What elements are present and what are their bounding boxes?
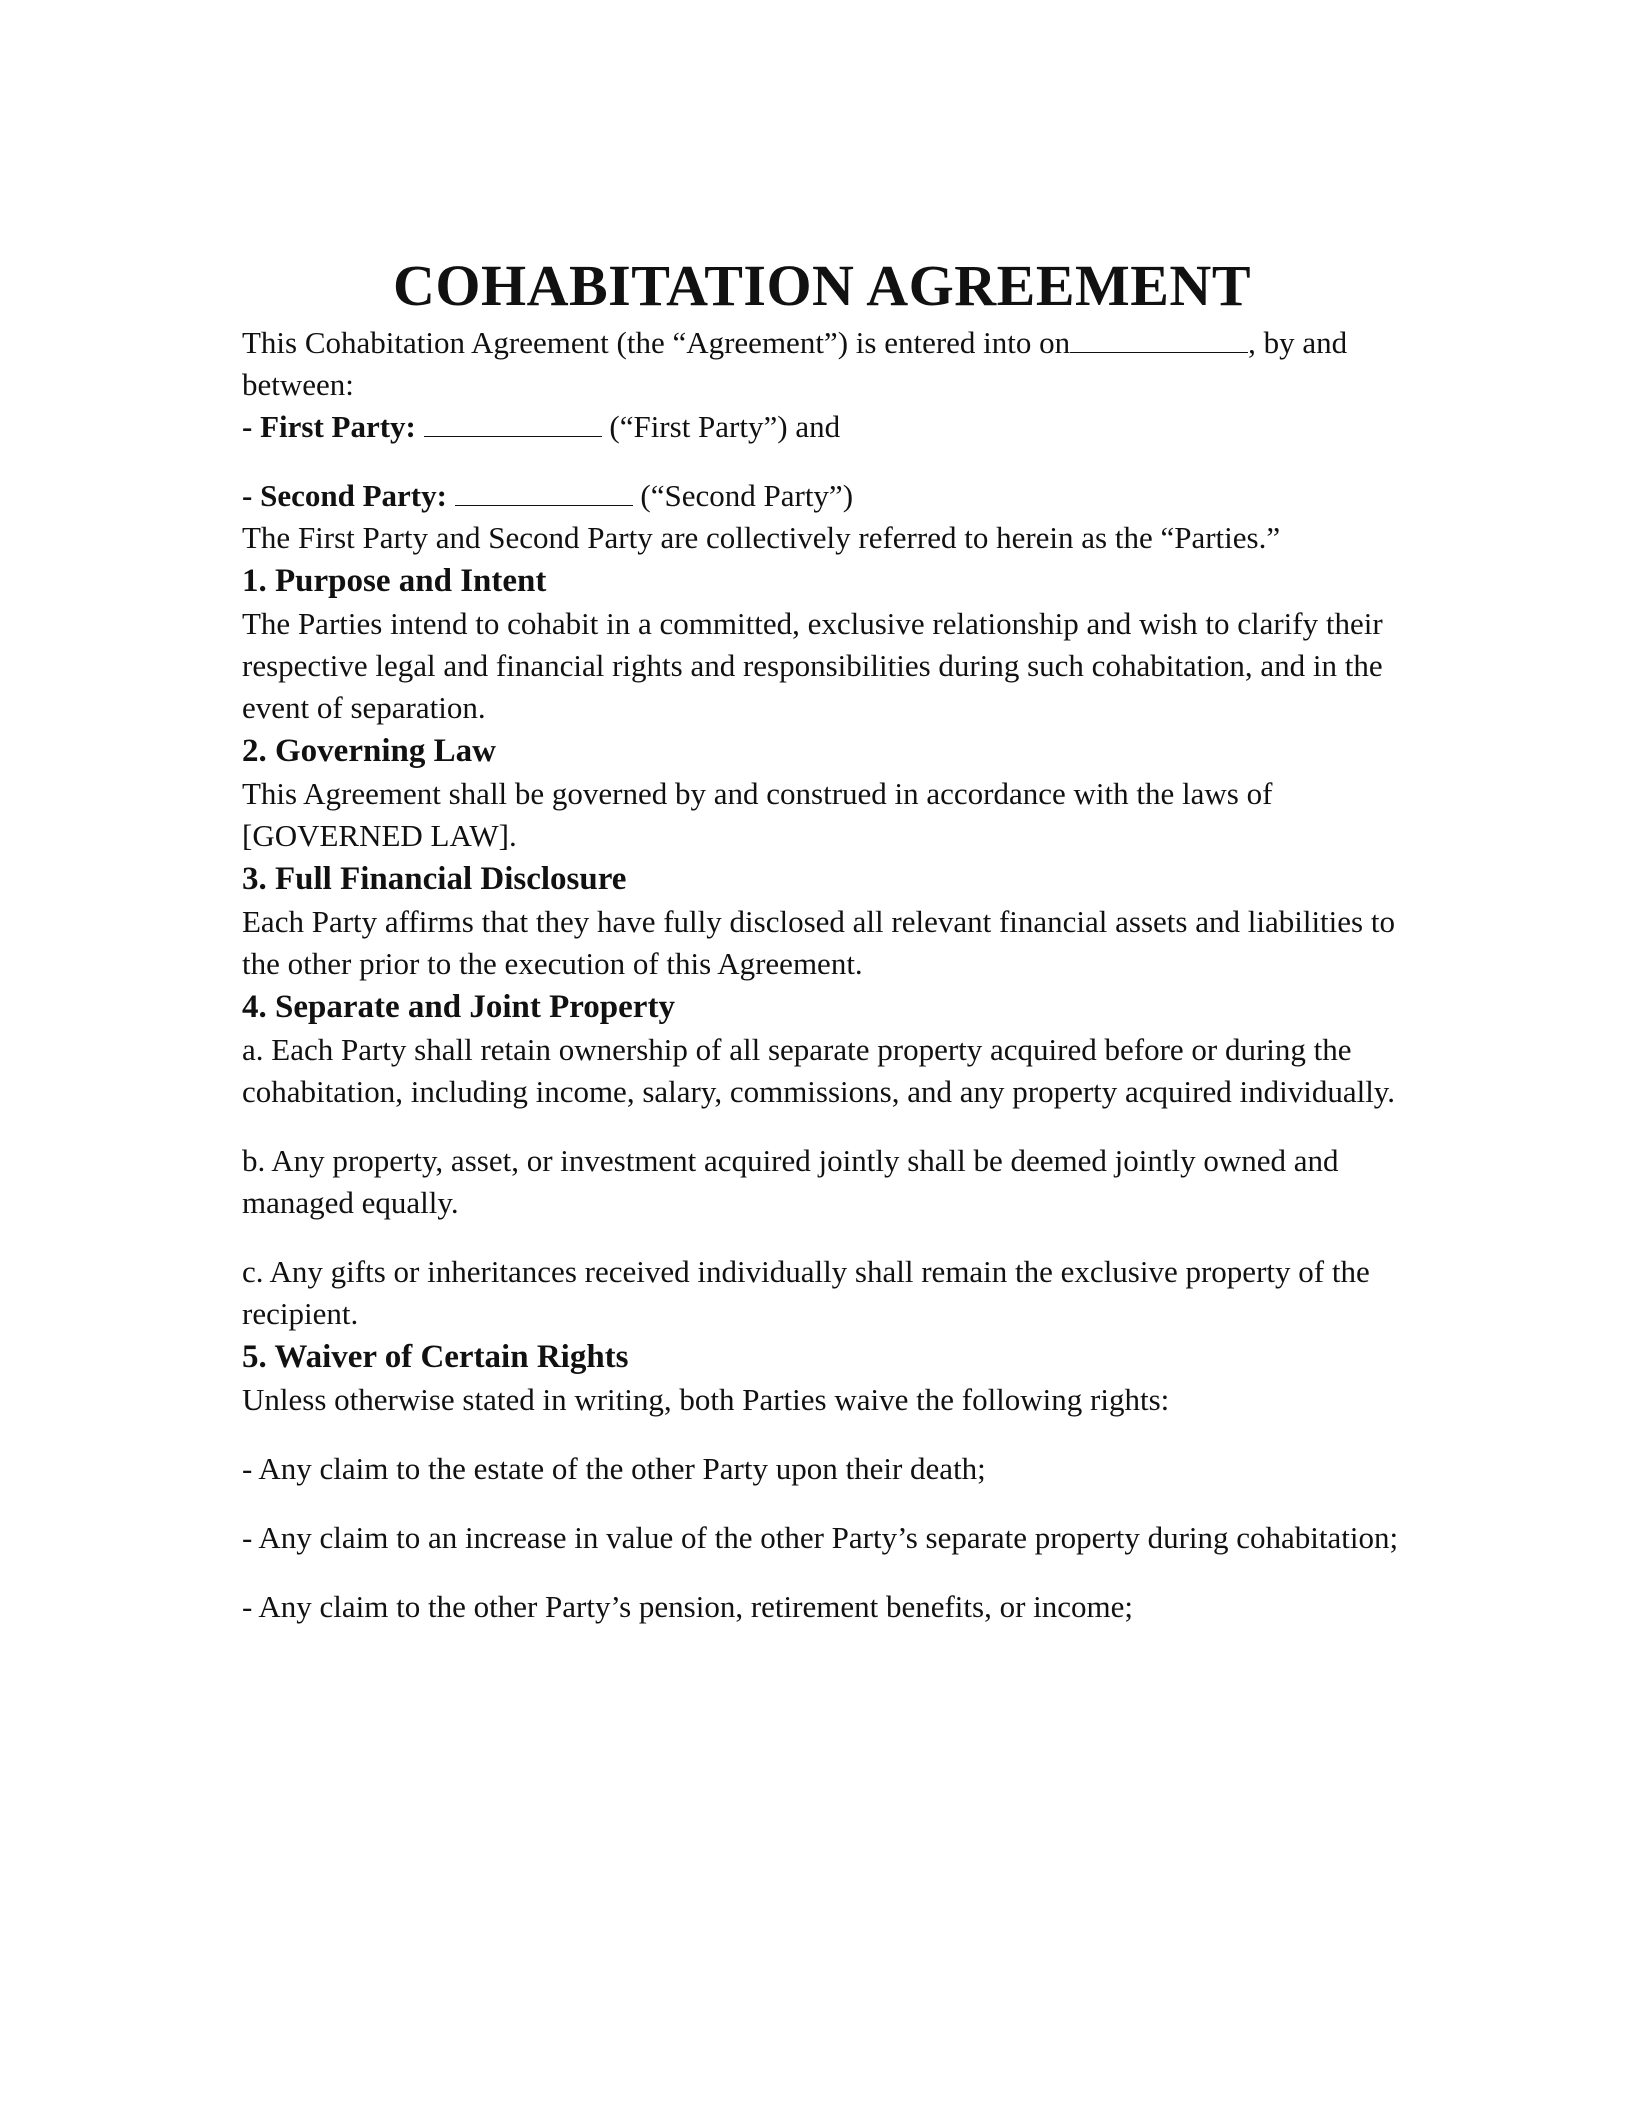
- first-party-suffix: (“First Party”) and: [609, 409, 841, 444]
- section-paragraph: The Parties intend to cohabit in a committed, exclusive relationship and wish to clarify their respective legal and financial rights and responsibilities during such cohabitation, and in the event of separation.: [242, 606, 1383, 725]
- second-party-suffix: (“Second Party”): [640, 478, 854, 513]
- intro-paragraph: [242, 322, 1402, 406]
- section-paragraph: This Agreement shall be governed by and construed in accordance with the laws of [GOVERNED LAW].: [242, 776, 1273, 853]
- first-party-blank-line: [424, 408, 602, 437]
- document-body: [242, 254, 1402, 1628]
- date-blank-line: [1070, 324, 1248, 353]
- waiver-list-item: - Any claim to an increase in value of the other Party’s separate property during cohabitation;: [242, 1520, 1399, 1555]
- first-party-label: - First Party:: [242, 409, 416, 444]
- second-party-line: [242, 475, 1402, 517]
- waiver-list-item: - Any claim to the other Party’s pension, retirement benefits, or income;: [242, 1589, 1134, 1624]
- waiver-list-item: - Any claim to the estate of the other Party upon their death;: [242, 1451, 986, 1486]
- second-party-blank-line: [455, 477, 633, 506]
- section-heading-governing-law: 2. Governing Law: [242, 733, 496, 769]
- section-heading-property: 4. Separate and Joint Property: [242, 989, 675, 1025]
- section-paragraph: b. Any property, asset, or investment acquired jointly shall be deemed jointly owned and managed equally.: [242, 1143, 1339, 1220]
- section-heading-purpose: 1. Purpose and Intent: [242, 563, 547, 599]
- document-title: COHABITATION AGREEMENT: [392, 253, 1252, 318]
- section-paragraph: a. Each Party shall retain ownership of all separate property acquired before or during the cohabitation, including income, salary, commissions, and any property acquired individually.: [242, 1032, 1396, 1109]
- collective-definition: The First Party and Second Party are collectively referred to herein as the “Parties.”: [242, 520, 1281, 555]
- second-party-label: - Second Party:: [242, 478, 447, 513]
- section-paragraph: c. Any gifts or inheritances received individually shall remain the exclusive property of the recipient.: [242, 1254, 1370, 1331]
- first-party-line: [242, 406, 1402, 448]
- section-paragraph: Unless otherwise stated in writing, both Parties waive the following rights:: [242, 1382, 1170, 1417]
- intro-text: This Cohabitation Agreement (the “Agreement”) is entered into on: [242, 325, 1071, 360]
- section-paragraph: Each Party affirms that they have fully disclosed all relevant financial assets and liabilities to the other prior to the execution of this Agreement.: [242, 904, 1395, 981]
- section-heading-waiver: 5. Waiver of Certain Rights: [242, 1339, 629, 1375]
- section-heading-financial-disclosure: 3. Full Financial Disclosure: [242, 861, 627, 897]
- intro-text-end: , by and between:: [242, 325, 1348, 402]
